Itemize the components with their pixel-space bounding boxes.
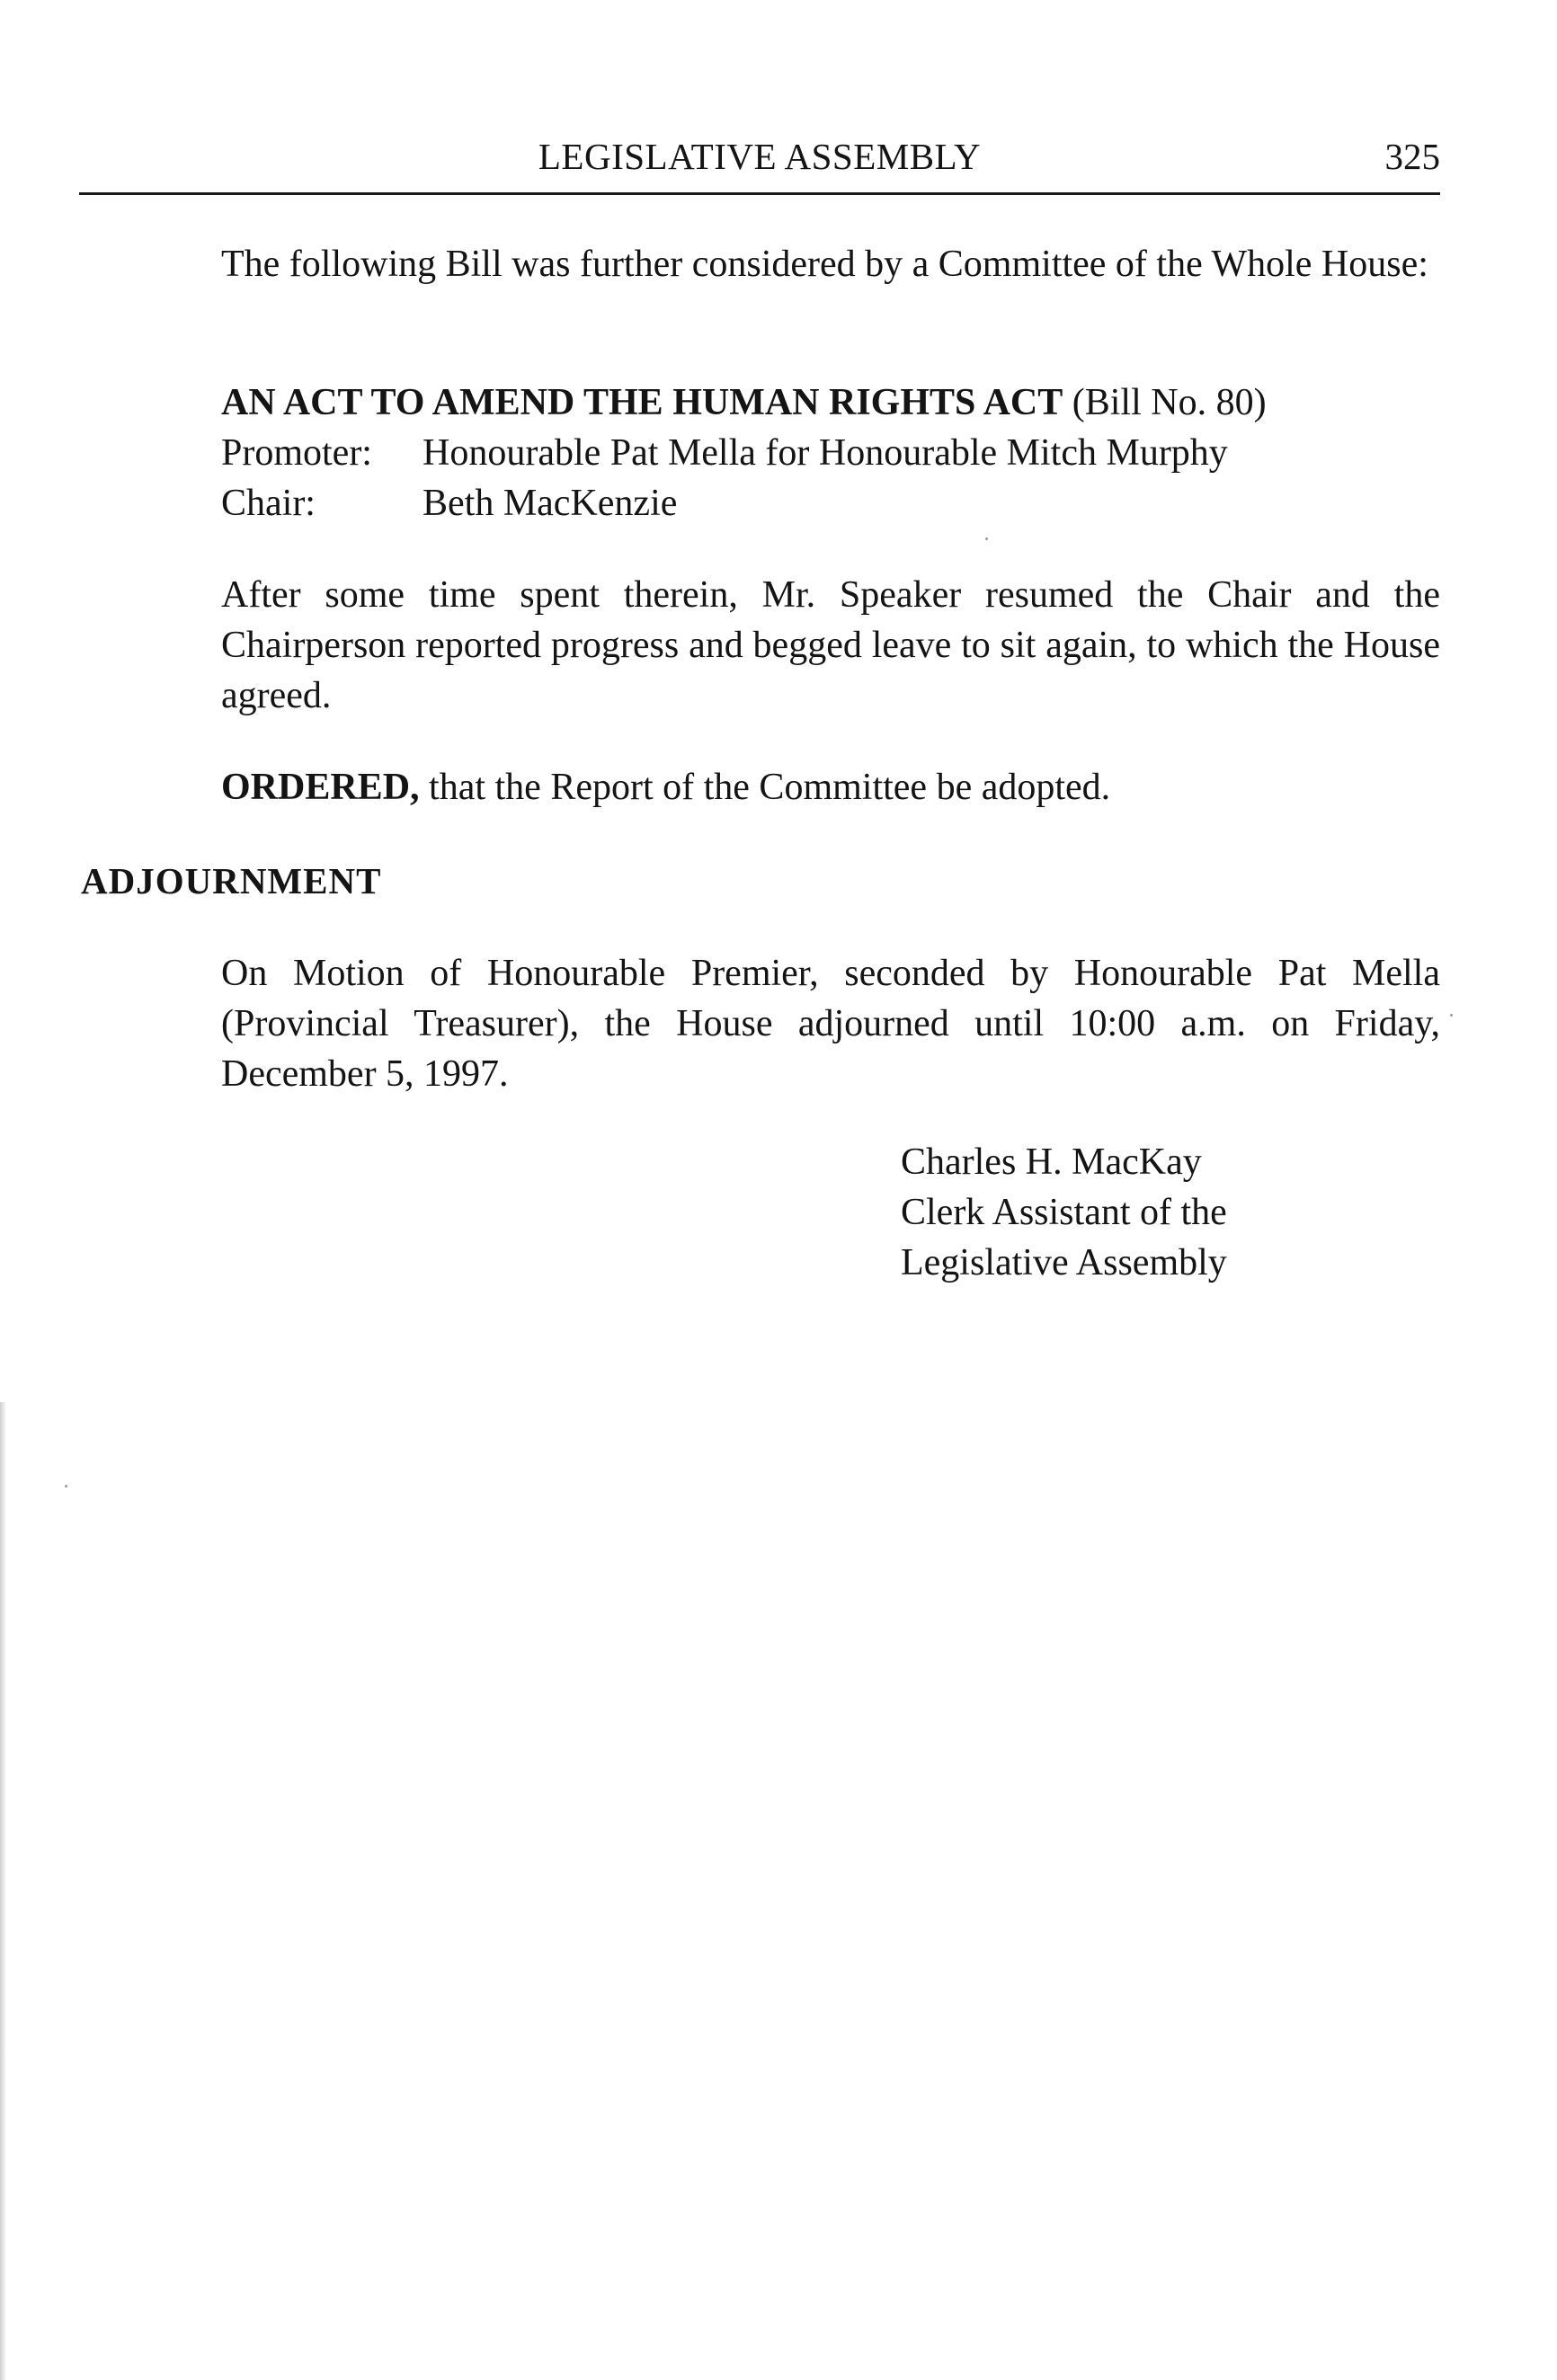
chair-label: Chair: bbox=[221, 483, 316, 524]
ordered-line bbox=[221, 762, 1110, 813]
promoter-value: Honourable Pat Mella for Honourable Mitch Murphy bbox=[423, 432, 1228, 474]
bill-title: AN ACT TO AMEND THE HUMAN RIGHTS ACT bbox=[221, 382, 1063, 423]
signature-block bbox=[901, 1137, 1227, 1288]
progress-paragraph: After some time spent therein, Mr. Speaker resumed the Chair and the Chairperson reported progress and begged leave to sit again, to which the House agreed. bbox=[221, 574, 1440, 716]
page-number: 325 bbox=[1384, 136, 1440, 177]
promoter-label: Promoter: bbox=[221, 432, 372, 474]
scan-speck bbox=[65, 1485, 67, 1488]
signatory-title-line-2: Legislative Assembly bbox=[901, 1242, 1227, 1283]
chair-value: Beth MacKenzie bbox=[423, 483, 678, 524]
ordered-label: ORDERED, bbox=[221, 767, 420, 808]
header-rule bbox=[79, 192, 1440, 195]
bill-number: (Bill No. 80) bbox=[1072, 382, 1267, 423]
signatory-title-line-1: Clerk Assistant of the bbox=[901, 1192, 1227, 1233]
page-edge-shadow bbox=[0, 1402, 6, 2380]
running-header bbox=[79, 135, 1440, 189]
adjournment-paragraph: On Motion of Honourable Premier, seconded by Honourable Pat Mella (Provincial Treasurer), the House adjourned until 10:00 a.m. on Friday, December 5, 1997. bbox=[221, 953, 1440, 1095]
intro-paragraph: The following Bill was further considered by a Committee of the Whole House: bbox=[221, 244, 1428, 285]
running-header-title: LEGISLATIVE ASSEMBLY bbox=[538, 136, 982, 177]
adjournment-heading: ADJOURNMENT bbox=[81, 860, 382, 901]
promoter-row bbox=[221, 428, 1228, 478]
bill-heading bbox=[221, 377, 1267, 428]
scan-speck bbox=[1450, 1014, 1453, 1017]
chair-row bbox=[221, 478, 677, 528]
ordered-text: that the Report of the Committee be adopted. bbox=[429, 767, 1111, 808]
signatory-name: Charles H. MacKay bbox=[901, 1141, 1202, 1183]
scan-speck bbox=[985, 537, 988, 540]
